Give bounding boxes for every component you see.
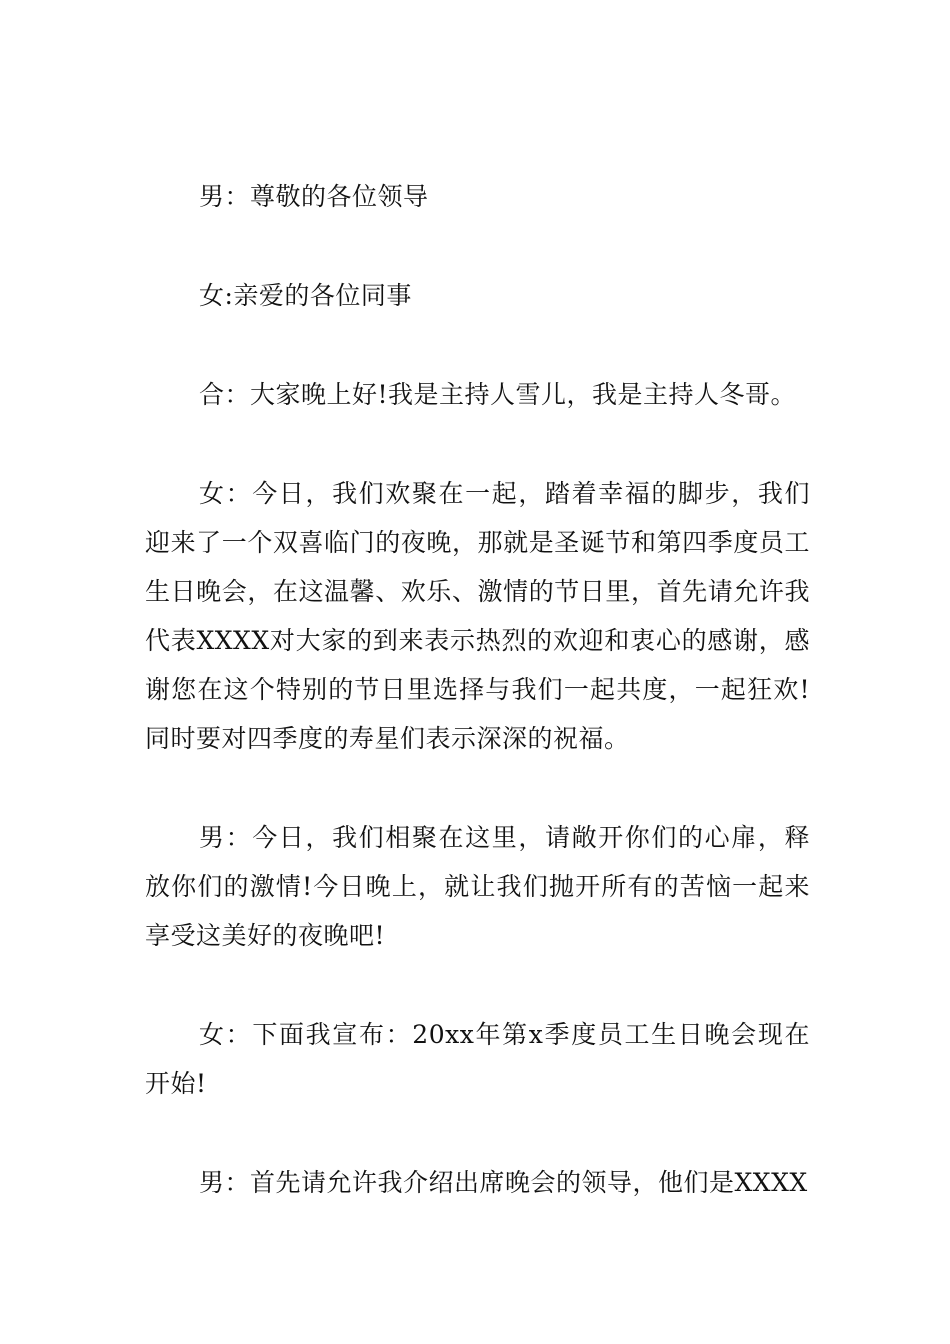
paragraph-opening-female: 女：今日，我们欢聚在一起，踏着幸福的脚步，我们迎来了一个双喜临门的夜晚，那就是圣诞节和第四季度员工生日晚会，在这温馨、欢乐、激情的节日里，首先请允许我代表XXXX对大家的到来表示热烈的欢迎和衷心的感谢，感谢您在这个特别的节日里选择与我们一起共度，一起狂欢!同时要对四季度的寿星们表示深深的祝福。 — [145, 479, 810, 753]
paragraph-announcement: 女：下面我宣布：20xx年第x季度员工生日晚会现在开始! — [145, 1020, 810, 1098]
paragraph-greeting-female: 女:亲爱的各位同事 — [199, 281, 412, 310]
document-body — [145, 172, 810, 1257]
paragraph-introduction: 男：首先请允许我介绍出席晚会的领导，他们是XXXX — [199, 1168, 808, 1197]
paragraph-greeting-male: 男：尊敬的各位领导 — [199, 182, 429, 211]
paragraph-greeting-together: 合：大家晚上好!我是主持人雪儿，我是主持人冬哥。 — [199, 380, 797, 409]
paragraph-opening-male: 男：今日，我们相聚在这里，请敞开你们的心扉，释放你们的激情!今日晚上，就让我们抛开所有的苦恼一起来享受这美好的夜晚吧! — [145, 823, 810, 950]
